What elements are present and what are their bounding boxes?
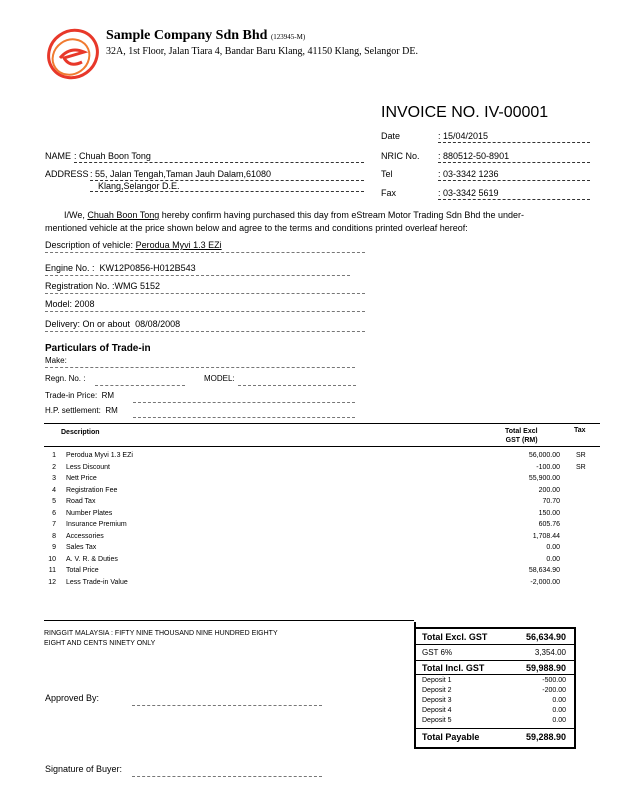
item-number: 2 [52, 463, 56, 471]
tradein-regn-line [95, 374, 185, 386]
total-incl-value: 59,988.90 [525, 663, 566, 673]
item-number: 5 [52, 498, 56, 505]
amount-in-words-line1: RINGGIT MALAYSIA : FIFTY NINE THOUSAND NINE HUNDRED EIGHTY [44, 630, 278, 637]
registration-no: Registration No. :WMG 5152 [45, 281, 365, 294]
model: Model: 2008 [45, 299, 365, 312]
item-description: Perodua Myvi 1.3 EZi [66, 452, 133, 459]
tradein-model-label: MODEL: [204, 374, 235, 383]
invoice-title: INVOICE NO. IV-00001 [381, 104, 549, 121]
tel-value: : 03-3342 1236 [438, 169, 590, 181]
nric-value: : 880512-50-8901 [438, 151, 590, 163]
customer-name: : Chuah Boon Tong [74, 151, 364, 163]
engine-no: Engine No. : KW12P0856-H012B543 [45, 263, 350, 276]
total-incl-label: Total Incl. GST [422, 663, 485, 673]
table-row [46, 475, 596, 486]
table-bottom-rule [44, 620, 414, 621]
item-description: Number Plates [66, 509, 113, 517]
item-number: 11 [48, 567, 56, 574]
deposit-value: -500.00 [542, 677, 566, 684]
item-amount: 0.00 [546, 544, 560, 551]
item-description: A. V. R. & Duties [66, 555, 118, 563]
fax-value: : 03-3342 5619 [438, 188, 590, 200]
item-amount: 0.00 [546, 555, 560, 563]
buyer-signature-line [132, 764, 322, 777]
total-excl-value: 56,634.90 [525, 632, 566, 642]
tradein-heading: Particulars of Trade-in [45, 343, 151, 354]
deposit-value: 0.00 [552, 717, 566, 724]
nric-label: NRIC No. [381, 151, 420, 161]
item-description: Sales Tax [66, 544, 97, 551]
total-excl-label: Total Excl. GST [422, 632, 488, 642]
company-reg-no: (123945-M) [270, 33, 306, 41]
approved-by-line [132, 693, 322, 706]
date-label: Date [381, 131, 401, 141]
table-header-tax: Tax [574, 427, 586, 434]
table-row [46, 567, 596, 578]
item-description: Road Tax [66, 498, 96, 505]
item-number: 1 [52, 452, 56, 459]
item-amount: -100.00 [536, 463, 560, 471]
table-header-amount: Total Excl GST (RM) [505, 428, 538, 444]
tradein-make: Make: [45, 356, 355, 368]
table-row [46, 544, 596, 555]
deposit-value: 0.00 [552, 697, 566, 704]
date-value: : 15/04/2015 [438, 131, 590, 143]
deposit-value: 0.00 [552, 707, 566, 714]
table-header-description: Description [61, 429, 100, 436]
tel-label: Tel [381, 169, 393, 179]
item-description: Registration Fee [66, 486, 118, 494]
tradein-price-label: Trade-in Price: RM [45, 391, 115, 400]
item-description: Less Trade-in Value [66, 578, 128, 586]
buyer-signature-label: Signature of Buyer: [45, 764, 123, 774]
item-number: 3 [52, 475, 56, 482]
table-header-rule [44, 446, 600, 447]
gst-value: 3,354.00 [534, 648, 566, 657]
item-tax: SR [576, 463, 586, 471]
table-row [46, 510, 596, 521]
item-amount: 56,000.00 [528, 452, 560, 459]
table-row [46, 452, 596, 463]
table-row [46, 464, 596, 475]
item-amount: 200.00 [538, 486, 560, 494]
deposit-label: Deposit 2 [422, 687, 452, 694]
item-amount: 605.76 [538, 521, 560, 528]
company-address: 32A, 1st Floor, Jalan Tiara 4, Bandar Baru Klang, 41150 Klang, Selangor DE. [106, 46, 418, 57]
fax-label: Fax [381, 188, 397, 198]
totals-divider [414, 622, 416, 628]
table-row [46, 579, 596, 590]
item-amount: 58,634.90 [528, 567, 560, 574]
total-payable-value: 59,288.90 [525, 732, 566, 742]
item-amount: 70.70 [542, 498, 560, 505]
tradein-hp-line [133, 406, 355, 418]
item-number: 6 [52, 509, 56, 517]
customer-address-label: ADDRESS [45, 169, 89, 179]
item-number: 12 [48, 578, 56, 586]
item-number: 9 [52, 544, 56, 551]
vehicle-description: Description of vehicle: Perodua Myvi 1.3 EZi [45, 240, 365, 253]
amount-in-words-line2: EIGHT AND CENTS NINETY ONLY [44, 640, 156, 647]
deposit-label: Deposit 4 [422, 707, 452, 714]
table-row [46, 533, 596, 544]
table-row [46, 498, 596, 509]
tradein-regn-label: Regn. No. : [45, 374, 86, 383]
table-top-rule [44, 423, 600, 424]
item-description: Total Price [66, 567, 99, 574]
tradein-price-line [133, 391, 355, 403]
customer-name-label: NAME [45, 151, 72, 161]
delivery: Delivery: On or about 08/08/2008 [45, 319, 365, 332]
company-name: Sample Company Sdn Bhd [106, 28, 268, 43]
gst-label: GST 6% [422, 648, 453, 657]
item-description: Accessories [66, 532, 104, 540]
customer-address-line2: Klang,Selangor D.E. [90, 181, 364, 192]
deposit-label: Deposit 5 [422, 717, 452, 724]
deposit-value: -200.00 [542, 687, 566, 694]
customer-address-line1: : 55, Jalan Tengah,Taman Jauh Dalam,61080 [90, 169, 364, 181]
item-number: 7 [52, 521, 56, 528]
table-row [46, 556, 596, 567]
deposit-label: Deposit 1 [422, 677, 452, 684]
total-payable-label: Total Payable [422, 732, 480, 742]
item-amount: 55,900.00 [528, 475, 560, 482]
deposit-label: Deposit 3 [422, 697, 452, 704]
totals-box [414, 627, 576, 749]
item-description: Nett Price [66, 475, 97, 482]
tradein-model-line [238, 374, 356, 386]
item-number: 8 [52, 532, 56, 540]
item-tax: SR [576, 452, 586, 459]
table-row [46, 521, 596, 532]
item-description: Less Discount [66, 463, 110, 471]
table-row [46, 487, 596, 498]
statement-line1: I/We, Chuah Boon Tong hereby confirm having purchased this day from eStream Motor Trading Sdn Bhd the under- [64, 210, 524, 220]
statement-line2: mentioned vehicle at the price shown below and agree to the terms and conditions printed overleaf hereof: [45, 223, 468, 233]
item-amount: -2,000.00 [530, 578, 560, 586]
item-number: 10 [48, 555, 56, 563]
item-number: 4 [52, 486, 56, 494]
approved-by-label: Approved By: [45, 693, 100, 703]
company-logo [40, 24, 102, 86]
item-amount: 150.00 [538, 509, 560, 517]
statement-buyer: Chuah Boon Tong [87, 210, 160, 220]
item-amount: 1,708.44 [532, 532, 560, 540]
item-description: Insurance Premium [66, 521, 127, 528]
tradein-hp-label: H.P. settlement: RM [45, 406, 118, 415]
